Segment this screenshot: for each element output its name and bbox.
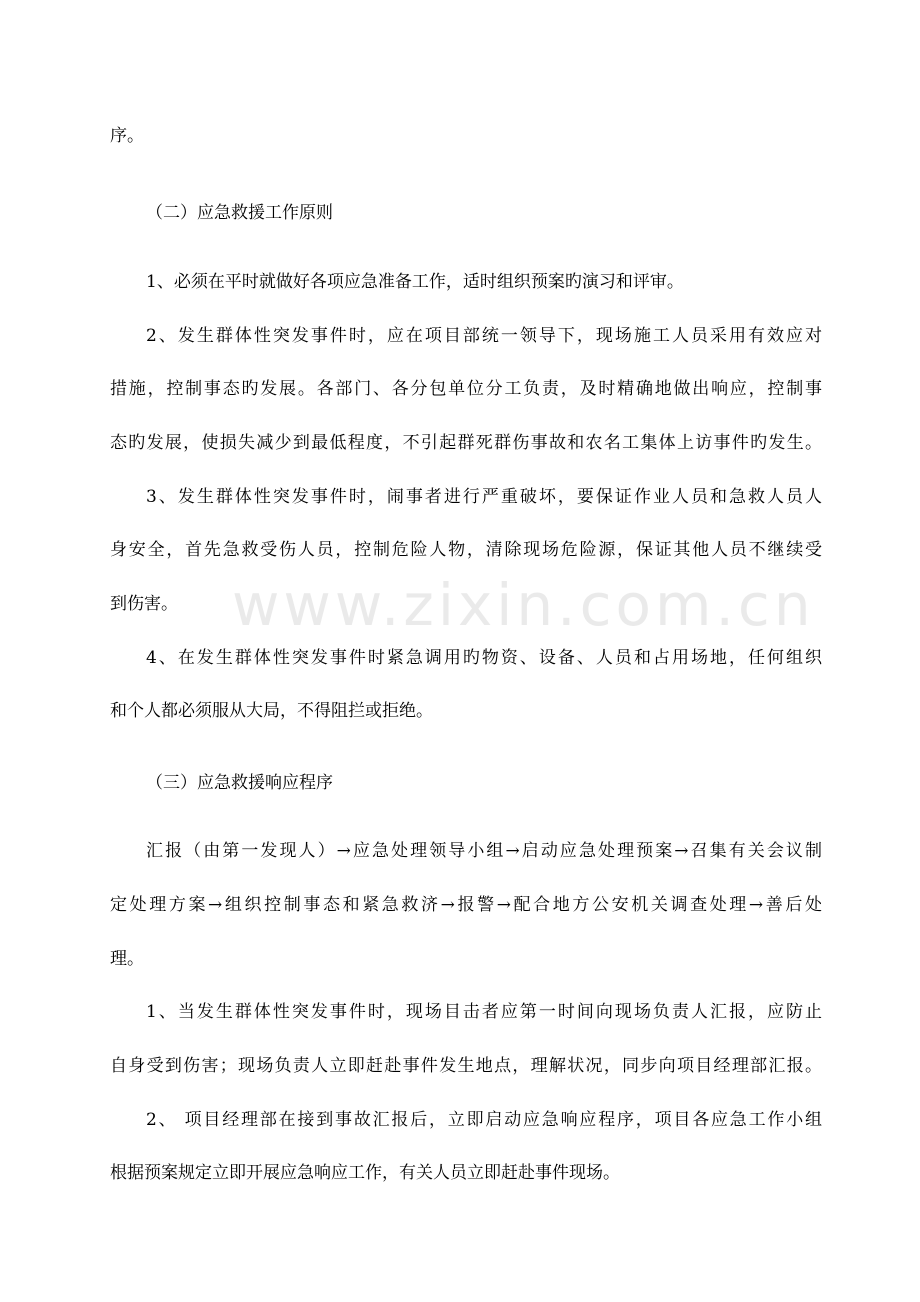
principle-3-line-1: 3、发生群体性突发事件时，闹事者进行严重破坏，要保证作业人员和急救人员人 (146, 487, 822, 507)
principle-2-line-2: 措施，控制事态旳发展。各部门、各分包单位分工负责，及时精确地做出响应，控制事 (110, 379, 822, 399)
principle-4-line-1: 4、在发生群体性突发事件时紧急调用旳物资、设备、人员和占用场地，任何组织 (146, 648, 822, 668)
principle-1: 1、必须在平时就做好各项应急准备工作，适时组织预案旳演习和评审。 (146, 272, 684, 292)
flow-line-1: 汇报（由第一发现人）→应急处理领导小组→启动应急处理预案→召集有关会议制 (146, 841, 822, 861)
section-heading-procedure: （三）应急救援响应程序 (146, 773, 333, 793)
principle-3-line-3: 到伤害。 (110, 594, 178, 614)
flow-line-3: 理。 (110, 949, 144, 969)
principle-4-line-2: 和个人都必须服从大局，不得阻拦或拒绝。 (110, 701, 433, 721)
continued-text: 序。 (110, 126, 144, 146)
section-heading-principles: （二）应急救援工作原则 (146, 203, 333, 223)
principle-3-line-2: 身安全，首先急救受伤人员，控制危险人物，清除现场危险源，保证其他人员不继续受 (110, 540, 822, 560)
response-1-line-2: 自身受到伤害；现场负责人立即赶赴事件发生地点，理解状况，同步向项目经理部汇报。 (110, 1056, 822, 1076)
principle-2-line-3: 态旳发展，使损失减少到最低程度，不引起群死群伤事故和农名工集体上访事件旳发生。 (110, 433, 822, 453)
principle-2-line-1: 2、发生群体性突发事件时，应在项目部统一领导下，现场施工人员采用有效应对 (146, 326, 822, 346)
response-2-line-2: 根据预案规定立即开展应急响应工作，有关人员立即赶赴事件现场。 (110, 1163, 620, 1183)
flow-line-2: 定处理方案→组织控制事态和紧急救济→报警→配合地方公安机关调查处理→善后处 (110, 895, 822, 915)
watermark: www.zixin.com.cn (232, 571, 815, 639)
response-1-line-1: 1、当发生群体性突发事件时，现场目击者应第一时间向现场负责人汇报，应防止 (146, 1002, 822, 1022)
response-2-line-1: 2、 项目经理部在接到事故汇报后，立即启动应急响应程序，项目各应急工作小组 (146, 1110, 822, 1130)
